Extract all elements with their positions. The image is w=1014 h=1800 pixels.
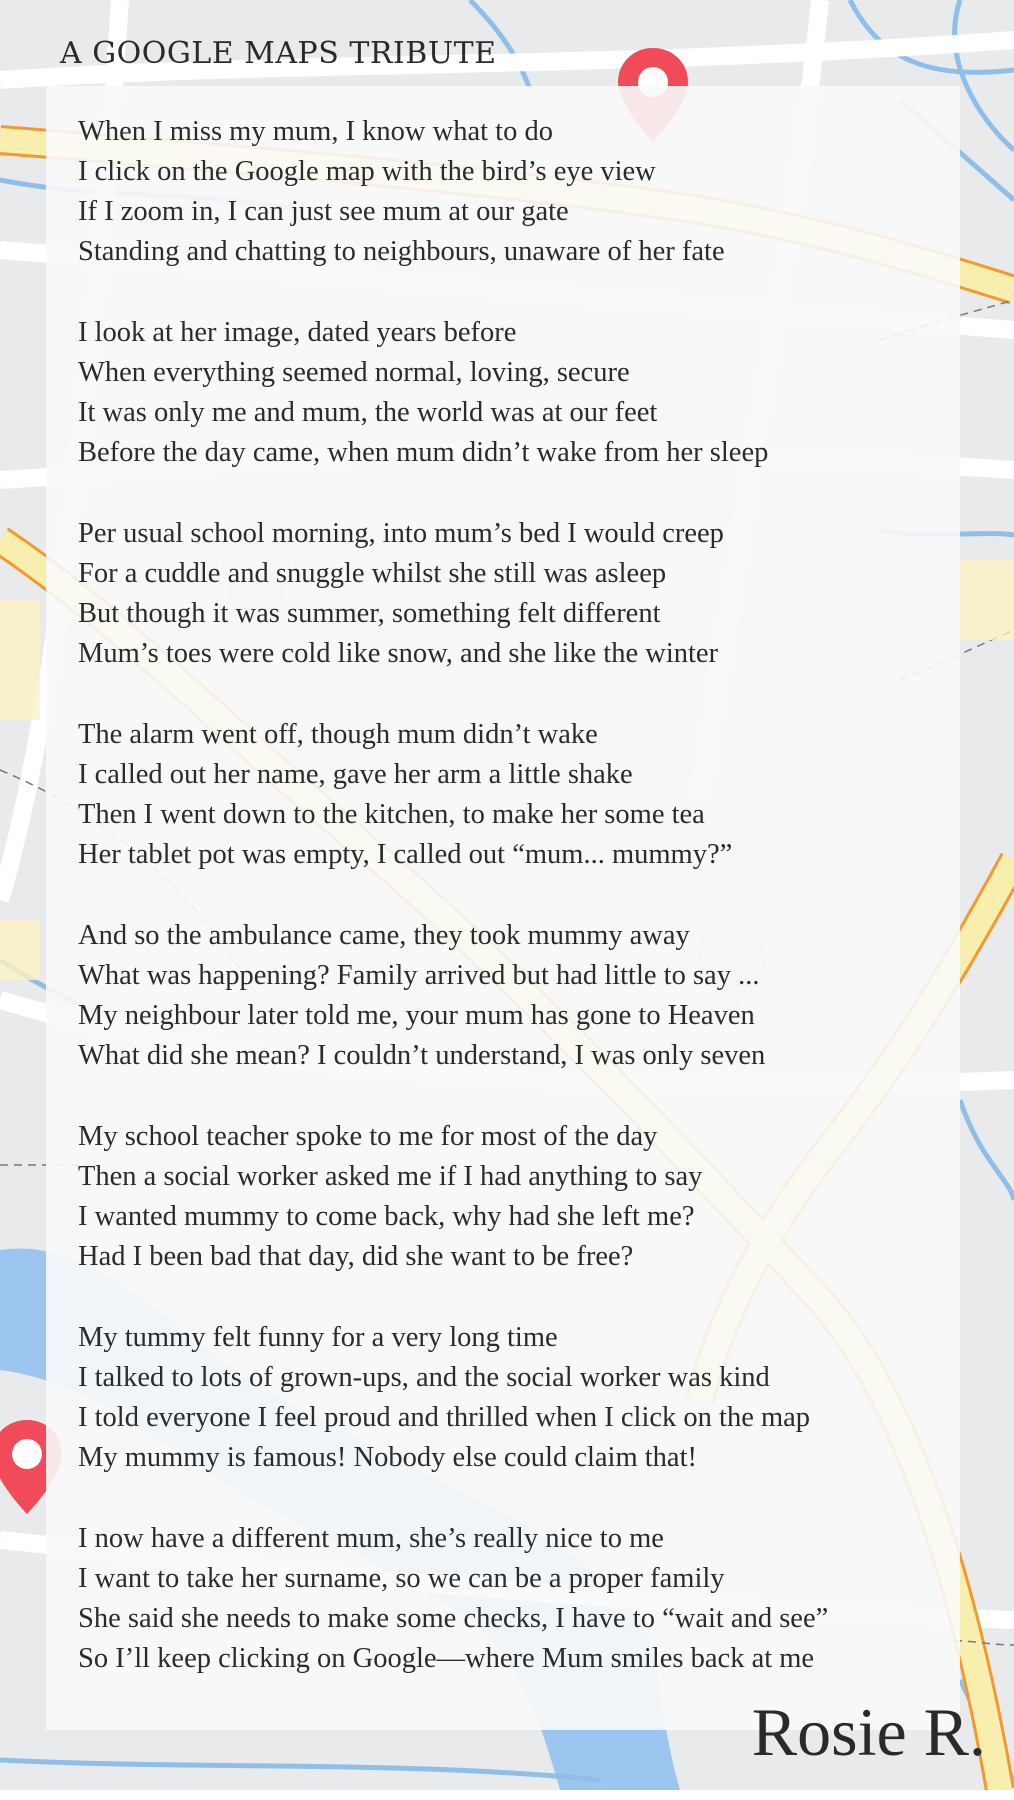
poem-line: She said she needs to make some checks, I have to “wait and see” bbox=[78, 1603, 829, 1634]
poem-line: The alarm went off, though mum didn’t wake bbox=[78, 719, 598, 750]
poem-line: So I’ll keep clicking on Google—where Mum smiles back at me bbox=[78, 1643, 815, 1674]
poem-line: I now have a different mum, she’s really nice to me bbox=[78, 1523, 664, 1554]
poem-line: I talked to lots of grown-ups, and the social worker was kind bbox=[78, 1362, 770, 1393]
poem-line: I told everyone I feel proud and thrilled when I click on the map bbox=[78, 1402, 811, 1433]
stanza bbox=[78, 112, 978, 272]
poem-line: Her tablet pot was empty, I called out “mum... mummy?” bbox=[78, 839, 733, 870]
poem-line: But though it was summer, something felt different bbox=[78, 598, 661, 629]
poem-line: My school teacher spoke to me for most of the day bbox=[78, 1121, 658, 1152]
poem-line: I called out her name, gave her arm a little shake bbox=[78, 759, 633, 790]
poem-line: When I miss my mum, I know what to do bbox=[78, 116, 553, 147]
poem-line: Mum’s toes were cold like snow, and she like the winter bbox=[78, 638, 719, 669]
poem-line: And so the ambulance came, they took mummy away bbox=[78, 920, 690, 951]
bottom-margin bbox=[0, 1790, 1014, 1800]
poem-line: If I zoom in, I can just see mum at our gate bbox=[78, 196, 569, 227]
poem-line: What did she mean? I couldn’t understand, I was only seven bbox=[78, 1040, 766, 1071]
poem-line: My tummy felt funny for a very long time bbox=[78, 1322, 558, 1353]
poem-line: My neighbour later told me, your mum has gone to Heaven bbox=[78, 1000, 755, 1031]
poem-line: I click on the Google map with the bird’s eye view bbox=[78, 156, 656, 187]
stanza bbox=[78, 1117, 978, 1277]
poem-line: Standing and chatting to neighbours, unaware of her fate bbox=[78, 236, 725, 267]
poem-line: I look at her image, dated years before bbox=[78, 317, 517, 348]
stanza bbox=[78, 514, 978, 674]
poem-line: What was happening? Family arrived but had little to say ... bbox=[78, 960, 760, 991]
poem-line: When everything seemed normal, loving, secure bbox=[78, 357, 630, 388]
poem-line: My mummy is famous! Nobody else could claim that! bbox=[78, 1442, 697, 1473]
stanza bbox=[78, 1318, 978, 1478]
stanza bbox=[78, 313, 978, 473]
poem-line: Then a social worker asked me if I had anything to say bbox=[78, 1161, 703, 1192]
poem-line: I want to take her surname, so we can be a proper family bbox=[78, 1563, 725, 1594]
poem-line: For a cuddle and snuggle whilst she still was asleep bbox=[78, 558, 667, 589]
poem-line: Before the day came, when mum didn’t wake from her sleep bbox=[78, 437, 769, 468]
poem-line: It was only me and mum, the world was at our feet bbox=[78, 397, 658, 428]
stanza bbox=[78, 916, 978, 1076]
poem-line: Then I went down to the kitchen, to make her some tea bbox=[78, 799, 705, 830]
poem-line: Per usual school morning, into mum’s bed I would creep bbox=[78, 518, 724, 549]
stanza bbox=[78, 715, 978, 875]
stanza bbox=[78, 1519, 978, 1679]
poem-body bbox=[78, 112, 978, 1720]
poem-line: Had I been bad that day, did she want to be free? bbox=[78, 1241, 634, 1272]
poster-title: A GOOGLE MAPS TRIBUTE bbox=[60, 36, 497, 71]
author-signature: Rosie R. bbox=[751, 1694, 986, 1770]
poem-line: I wanted mummy to come back, why had she left me? bbox=[78, 1201, 695, 1232]
